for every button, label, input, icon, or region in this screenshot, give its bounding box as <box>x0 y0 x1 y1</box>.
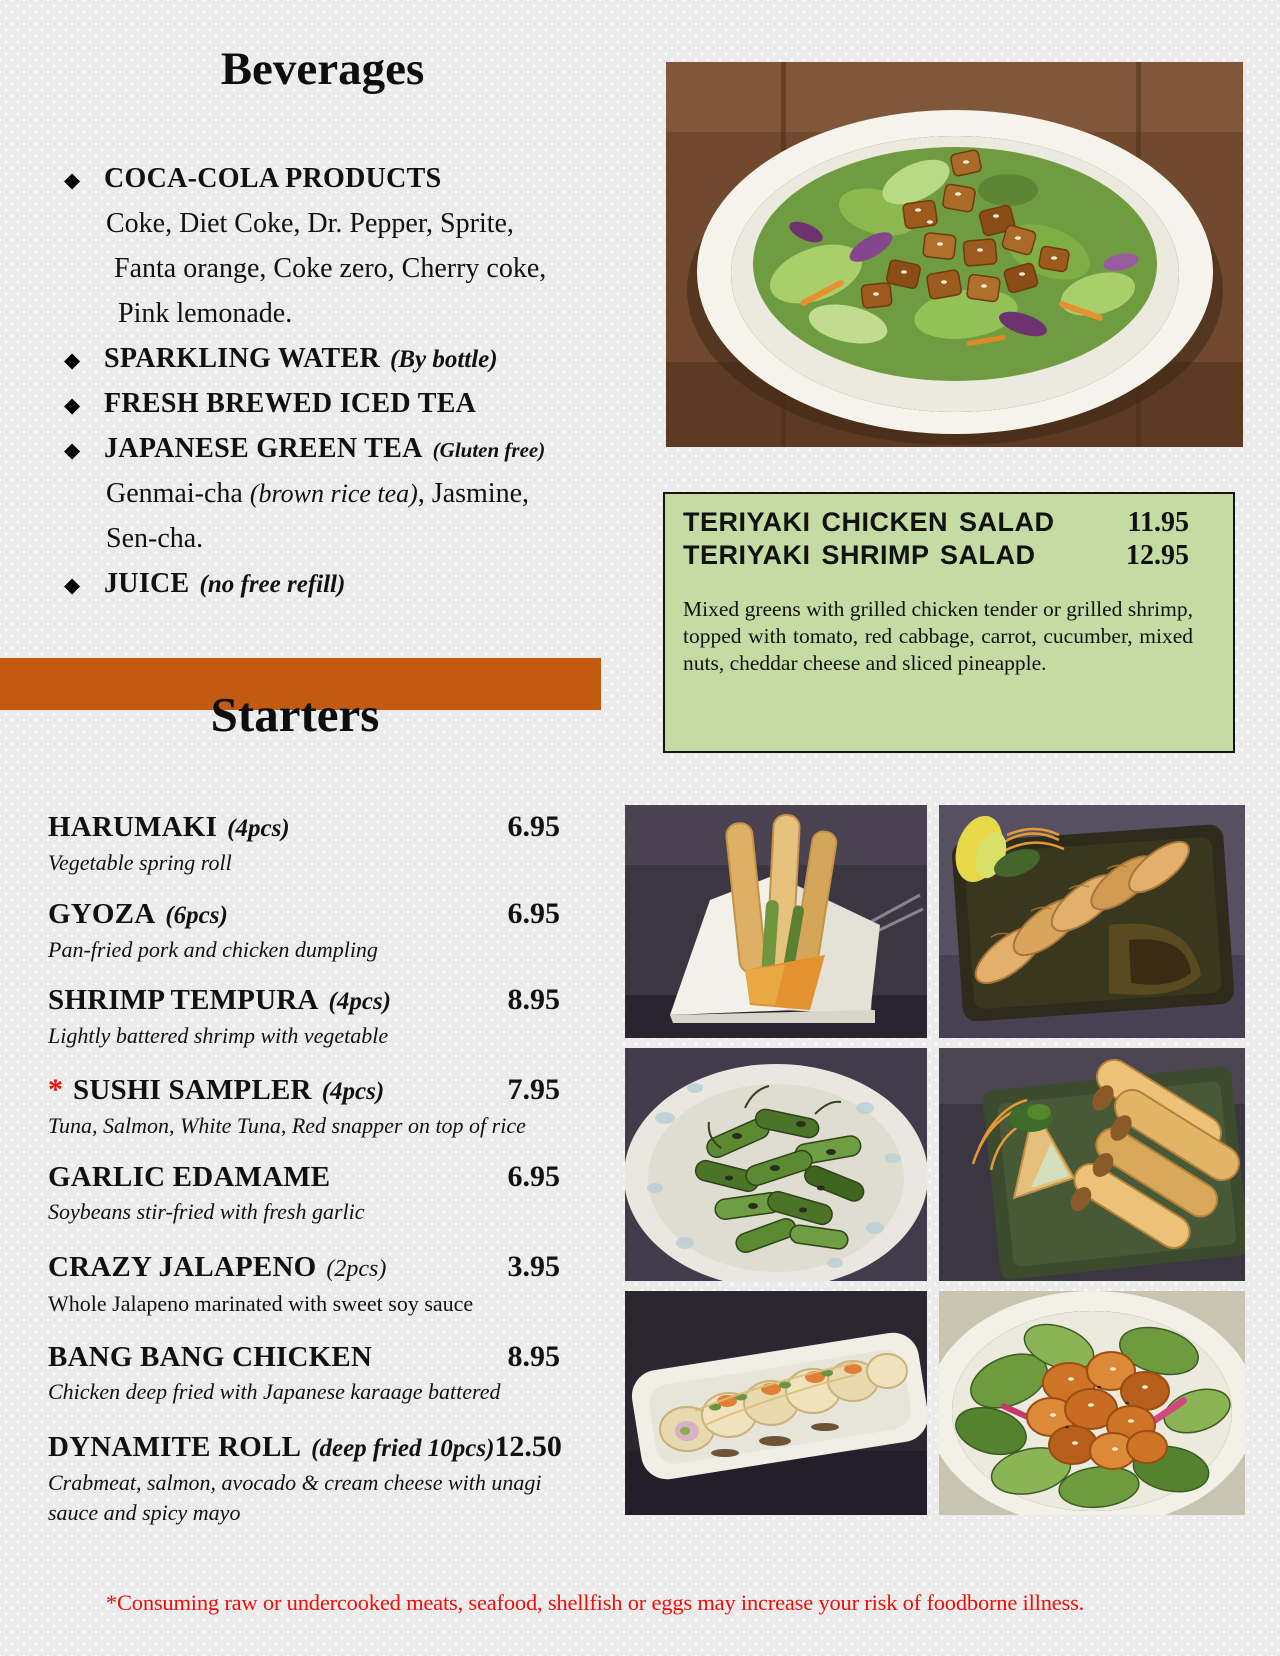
gyoza-photo-art <box>939 805 1245 1038</box>
starter-size: (2pcs) <box>326 1256 387 1282</box>
teriyaki-salad-photo <box>666 62 1243 447</box>
bang-bang-chicken-photo <box>939 1291 1245 1515</box>
starter-item-gyoza <box>48 897 560 965</box>
shrimp-tempura-photo-art <box>625 805 927 1038</box>
starter-description: Lightly battered shrimp with vegetable <box>48 1023 389 1048</box>
diamond-bullet-icon: ◆ <box>64 168 81 192</box>
teriyaki-salad-photo-art <box>666 62 1243 447</box>
starter-price: 8.95 <box>507 1340 560 1373</box>
starter-price: 6.95 <box>507 810 560 843</box>
diamond-bullet-icon: ◆ <box>64 438 81 462</box>
beverage-name: JUICE <box>104 568 190 599</box>
green-tea-detail: , Jasmine, <box>417 478 530 509</box>
shrimp-tempura-photo <box>625 805 927 1038</box>
starter-name: GARLIC EDAMAME <box>48 1161 331 1193</box>
starter-item-crazy-jalapeno <box>48 1250 560 1319</box>
beverage-detail-line: Sen-cha. <box>106 523 204 554</box>
starter-price: 3.95 <box>507 1250 560 1283</box>
starter-description: Pan-fried pork and chicken dumpling <box>48 937 378 962</box>
beverage-item-iced-tea <box>64 381 639 426</box>
beverages-section-title: Beverages <box>220 43 425 95</box>
starter-price: 8.95 <box>507 983 560 1016</box>
starter-name: CRAZY JALAPENO <box>48 1251 317 1283</box>
beverage-name: COCA-COLA PRODUCTS <box>104 163 442 194</box>
beverage-detail-line: Pink lemonade. <box>118 298 293 329</box>
starter-name-row <box>48 1073 560 1108</box>
starter-description: Soybeans stir-fried with fresh garlic <box>48 1199 365 1224</box>
bang-bang-chicken-photo-art <box>939 1291 1245 1515</box>
starter-item-harumaki <box>48 810 560 878</box>
starter-size: (4pcs) <box>227 815 290 842</box>
beverages-list <box>64 156 639 606</box>
starter-size: (4pcs) <box>328 988 392 1015</box>
salad-item-price: 11.95 <box>1127 507 1189 538</box>
dynamite-roll-photo-art <box>625 1291 927 1515</box>
starter-description: Vegetable spring roll <box>48 850 232 875</box>
starter-item-garlic-edamame <box>48 1160 560 1227</box>
starter-name-row <box>48 897 560 932</box>
beverage-name: JAPANESE GREEN TEA <box>104 433 423 464</box>
starter-price: 7.95 <box>507 1073 560 1106</box>
starter-description: Tuna, Salmon, White Tuna, Red snapper on top of rice <box>48 1113 526 1138</box>
salad-item-price: 12.95 <box>1126 540 1189 571</box>
starter-name-row <box>48 810 560 845</box>
gyoza-photo <box>939 805 1245 1038</box>
starter-price: 6.95 <box>507 897 560 930</box>
beverage-item-sparkling-water <box>64 336 639 381</box>
garlic-edamame-photo-art <box>625 1048 927 1281</box>
starter-name-row <box>48 1160 560 1194</box>
starter-item-dynamite-roll <box>48 1430 560 1528</box>
salad-box-description: Mixed greens with grilled chicken tender or grilled shrimp, topped with tomato, red cabbage, carrot, cucumber, mixed nuts, cheddar cheese and sliced pineapple. <box>683 597 1193 675</box>
green-tea-detail: Genmai-cha <box>106 478 250 509</box>
beverage-detail-line: Coke, Diet Coke, Dr. Pepper, Sprite, <box>106 208 514 239</box>
diamond-bullet-icon: ◆ <box>64 348 81 372</box>
starter-item-sushi-sampler <box>48 1073 560 1141</box>
starter-name-row <box>48 1430 560 1465</box>
teriyaki-salad-price-box <box>663 492 1235 753</box>
starter-name: GYOZA <box>48 898 156 930</box>
starter-name: SUSHI SAMPLER <box>73 1074 312 1106</box>
salad-box-row-chicken <box>683 506 1189 539</box>
starter-name: SHRIMP TEMPURA <box>48 984 319 1016</box>
starter-name: HARUMAKI <box>48 811 218 843</box>
starter-name-row <box>48 1340 560 1374</box>
starter-item-bang-bang-chicken <box>48 1340 560 1407</box>
starter-name-row <box>48 983 560 1018</box>
beverage-note: (Gluten free) <box>432 438 546 462</box>
raw-food-asterisk: * <box>48 1073 63 1106</box>
starter-description: Chicken deep fried with Japanese karaage battered <box>48 1379 501 1404</box>
beverage-detail-line: Fanta orange, Coke zero, Cherry coke, <box>114 253 547 284</box>
spring-rolls-photo-art <box>939 1048 1245 1281</box>
beverage-item-coca-cola <box>64 156 639 201</box>
starters-section-title: Starters <box>210 687 380 742</box>
dynamite-roll-photo <box>625 1291 927 1515</box>
starter-description: Whole Jalapeno marinated with sweet soy sauce <box>48 1291 474 1316</box>
starter-price: 6.95 <box>507 1160 560 1193</box>
starter-item-shrimp-tempura <box>48 983 560 1051</box>
starter-name: BANG BANG CHICKEN <box>48 1341 373 1373</box>
beverage-note: (no free refill) <box>199 571 346 598</box>
starter-size: (4pcs) <box>321 1078 385 1105</box>
starter-name-row <box>48 1250 560 1286</box>
starter-size: (6pcs) <box>165 902 228 929</box>
beverage-detail-line <box>64 471 639 516</box>
diamond-bullet-icon: ◆ <box>64 573 81 597</box>
diamond-bullet-icon: ◆ <box>64 393 81 417</box>
starter-description: Crabmeat, salmon, avocado & cream cheese with unagi sauce and spicy mayo <box>48 1470 542 1525</box>
beverage-note: (By bottle) <box>390 346 498 373</box>
raw-food-disclaimer: *Consuming raw or undercooked meats, seafood, shellfish or eggs may increase your risk of foodborne illness. <box>105 1590 1085 1615</box>
starter-name: DYNAMITE ROLL <box>48 1431 302 1463</box>
beverage-name: SPARKLING WATER <box>104 343 380 374</box>
garlic-edamame-photo <box>625 1048 927 1281</box>
beverage-name: FRESH BREWED ICED TEA <box>104 388 477 419</box>
salad-item-name: TERIYAKI CHICKEN SALAD <box>683 507 1055 537</box>
beverage-item-juice <box>64 561 639 606</box>
salad-item-name: TERIYAKI SHRIMP SALAD <box>683 540 1036 570</box>
green-tea-detail-italic: (brown rice tea) <box>249 479 418 508</box>
salad-box-row-shrimp <box>683 539 1189 572</box>
starter-size: (deep fried 10pcs) <box>311 1435 495 1462</box>
starter-price: 12.50 <box>494 1430 562 1463</box>
spring-rolls-photo <box>939 1048 1245 1281</box>
beverage-item-green-tea <box>64 426 639 471</box>
